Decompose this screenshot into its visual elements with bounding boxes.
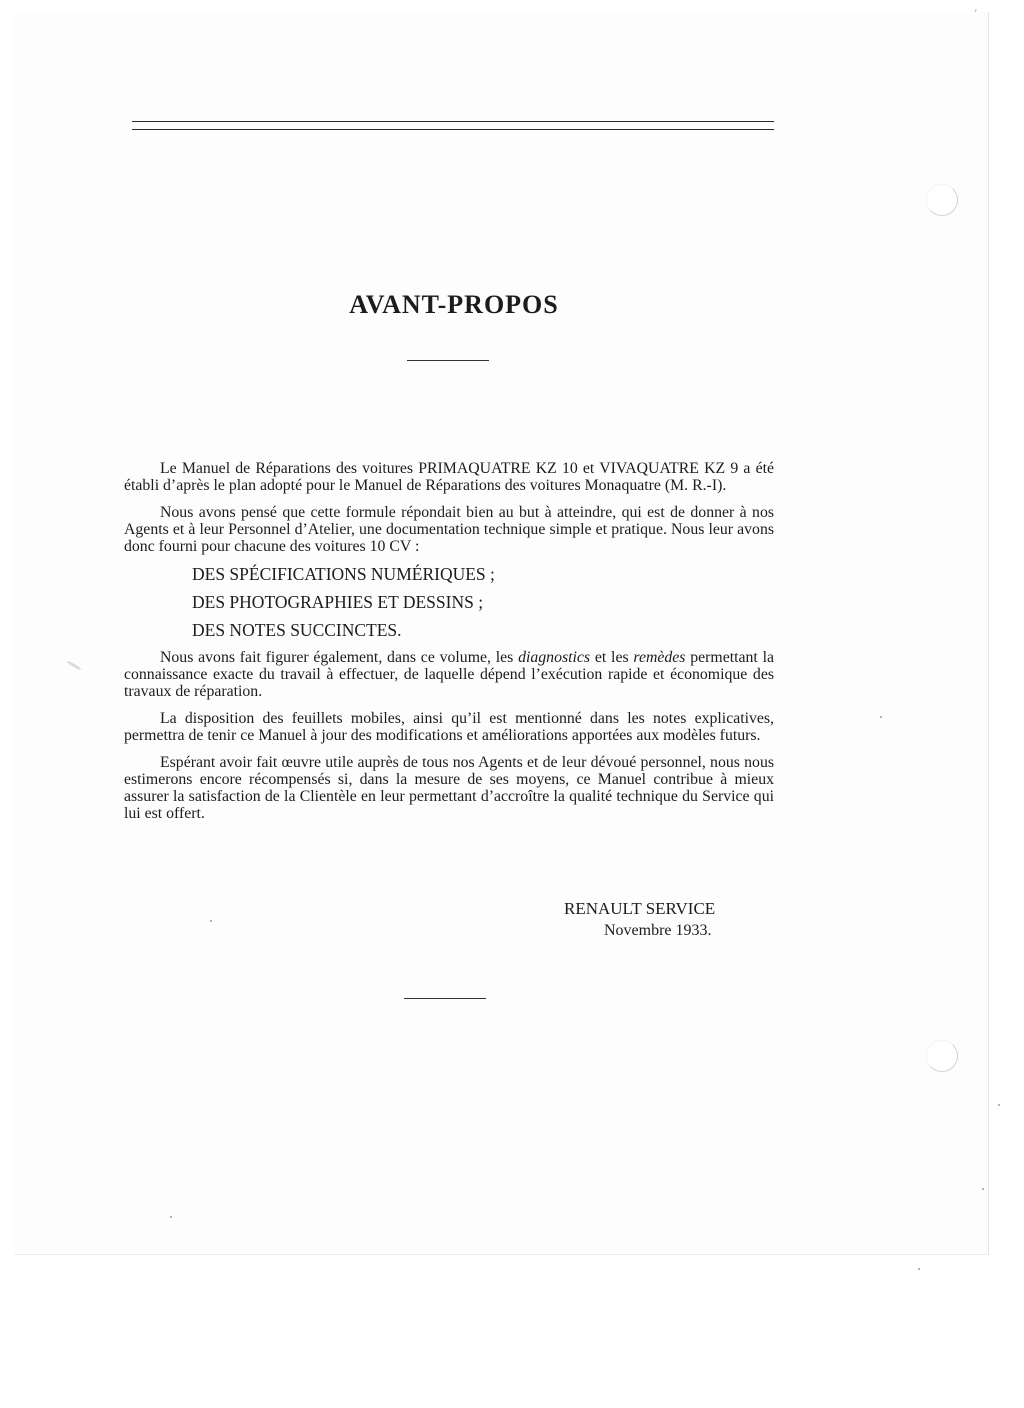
contents-list [124, 565, 774, 640]
paragraph-intro: Le Manuel de Réparations des voitures PRIMAQUATRE KZ 10 et VIVAQUATRE KZ 9 a été établi d’après le plan adopté pour le Manuel de Réparations des voitures Monaquatre (M. R.-I). [124, 460, 774, 494]
emphasis-diagnostics: diagnostics [518, 649, 591, 666]
scan-speck [998, 1104, 1000, 1106]
title-divider [407, 360, 489, 361]
signature-block [524, 898, 784, 942]
list-item: DES PHOTOGRAPHIES ET DESSINS ; [192, 592, 484, 612]
scan-speck [210, 920, 212, 922]
scan-speck [880, 716, 882, 718]
footer-divider [404, 998, 486, 999]
header-double-rule [132, 121, 774, 130]
signature-date: Novembre 1933. [604, 922, 712, 939]
document-sheet [14, 12, 989, 1255]
paragraph-formula: Nous avons pensé que cette formule répondait bien au but à atteindre, qui est de donner à nos Agents et à leur Personnel d’Atelier, une documentation technique simple et pratique. Nous leur avons donc fourni pour chacune des voitures 10 CV : [124, 504, 774, 555]
list-item: DES SPÉCIFICATIONS NUMÉRIQUES ; [192, 564, 495, 584]
scan-speck [982, 1188, 984, 1190]
punch-hole-top [926, 184, 958, 216]
scan-speck [170, 1216, 172, 1218]
paragraph-text: Nous avons fait figurer également, dans ce volume, les [160, 649, 519, 666]
signature-organization: RENAULT SERVICE [564, 899, 716, 918]
document-body [124, 460, 774, 832]
paragraph-text: permettant la connaissance exacte du travail à effectuer, de laquelle dépend l’exécution rapide et économique des travaux de réparation. [124, 649, 774, 700]
scan-speck [918, 1268, 920, 1270]
punch-hole-bottom [926, 1040, 958, 1072]
paragraph-diagnostics [124, 649, 774, 700]
scan-smudge [66, 660, 81, 671]
paragraph-loose-leaf: La disposition des feuillets mobiles, ainsi qu’il est mentionné dans les notes explicatives, permettra de tenir ce Manuel à jour des modifications et améliorations apportées aux modèles futurs. [124, 710, 774, 744]
emphasis-remedes: remèdes [633, 649, 686, 666]
paragraph-closing: Espérant avoir fait œuvre utile auprès de tous nos Agents et de leur dévoué personnel, nous nous estimerons encore récompensés si, dans la mesure de ses moyens, ce Manuel contribue à mieux assurer la satisfaction de la Clientèle en leur permettant d’accroître la qualité technique du Service qui lui est offert. [124, 754, 774, 822]
page-title: AVANT-PROPOS [349, 290, 559, 319]
paragraph-text: et les [590, 649, 634, 666]
list-item: DES NOTES SUCCINCTES. [192, 620, 402, 640]
